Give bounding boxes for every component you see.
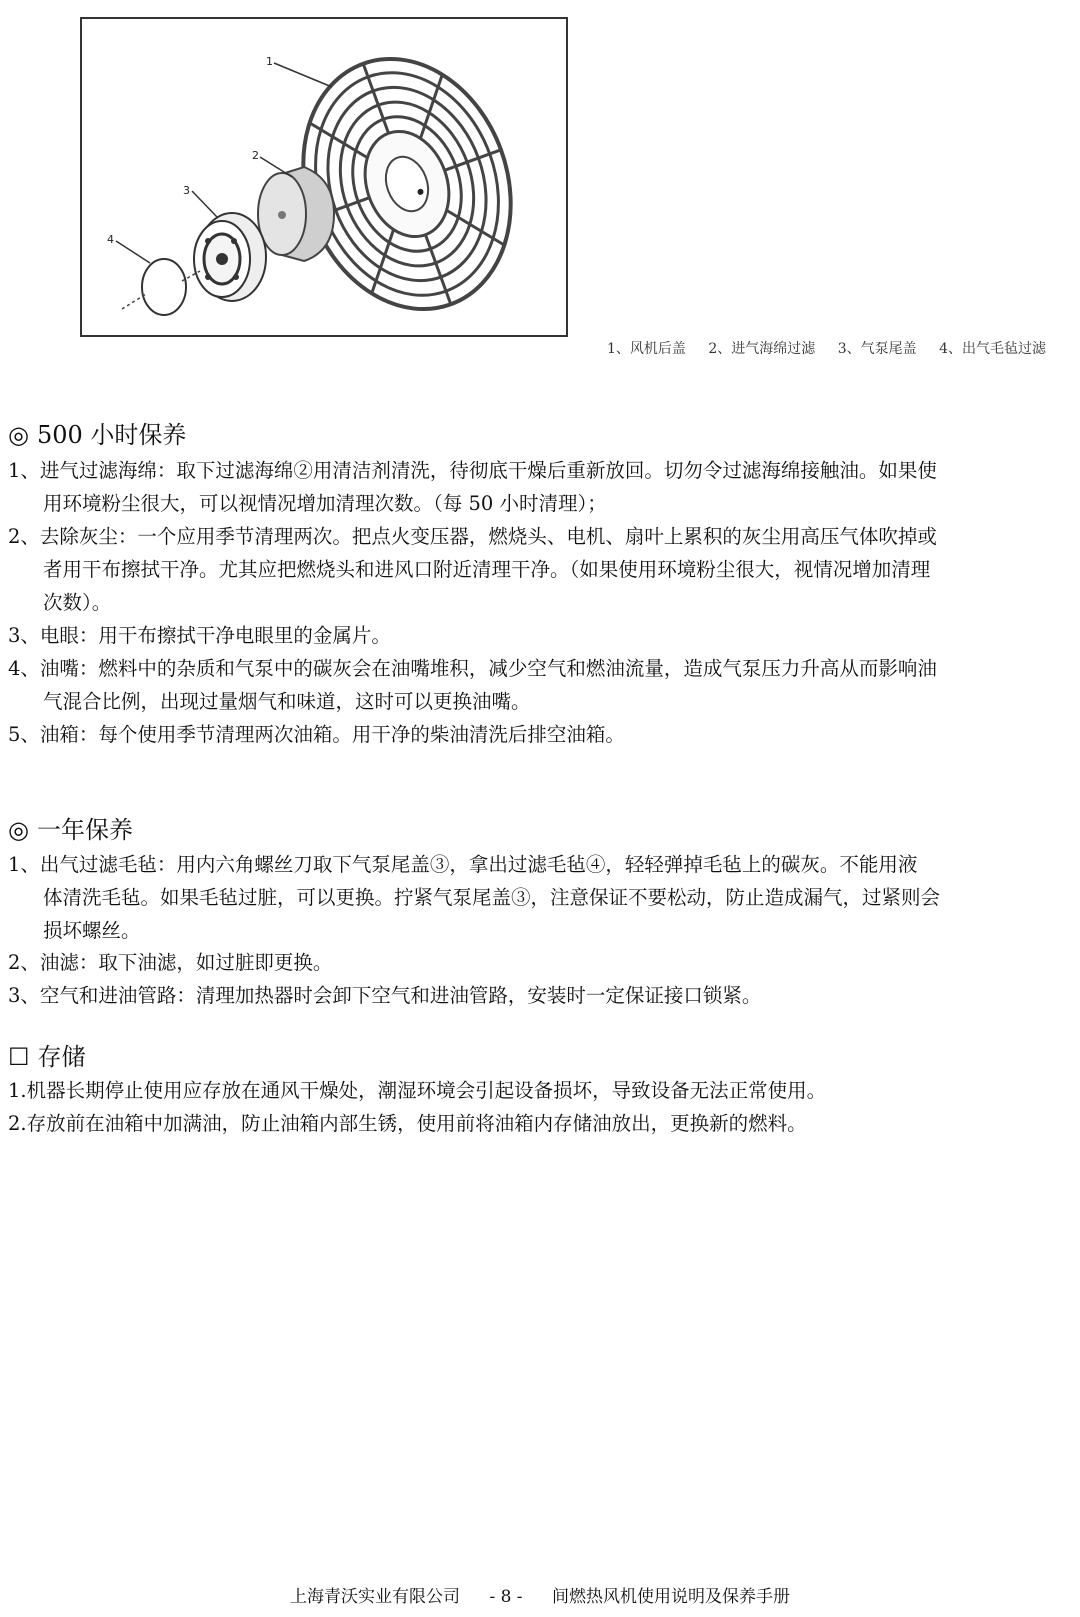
section-title-storage [8, 1042, 86, 1072]
section-title-text: 存储 [37, 1043, 86, 1071]
list-item [8, 848, 1076, 947]
list-item [8, 946, 1076, 979]
item-text: 油滤：取下油滤，如过脏即更换。 [39, 951, 333, 974]
list-item [8, 1074, 1076, 1107]
section-mark: ◎ [8, 816, 29, 844]
part-label-3: 3 [183, 184, 190, 197]
section-mark: ☐ [8, 1043, 30, 1071]
list-item [8, 718, 1076, 751]
section-title-500h [8, 420, 186, 450]
item-text: 者用干布擦拭干净。尤其应把燃烧头和进风口附近清理干净。（如果使用环境粉尘很大，视情况增加清理 [43, 558, 931, 581]
item-text: 存放前在油箱中加满油，防止油箱内部生锈，使用前将油箱内存储油放出，更换新的燃料。 [26, 1112, 807, 1135]
caption-item: 2、进气海绵过滤 [708, 341, 816, 357]
part-label-1: 1 [266, 55, 273, 68]
caption-item: 3、气泵尾盖 [837, 341, 917, 357]
item-text: 空气和进油管路：清理加热器时会卸下空气和进油管路，安装时一定保证接口锁紧。 [39, 984, 762, 1007]
exploded-diagram [80, 17, 568, 337]
footer-company: 上海青沃实业有限公司 [290, 1587, 461, 1607]
list-item [8, 520, 1076, 619]
page-number: - 8 - [489, 1587, 523, 1607]
caption-item: 1、风机后盖 [606, 341, 686, 357]
inlet-sponge-filter [258, 167, 334, 261]
part-label-4: 4 [107, 233, 114, 246]
item-text: 损坏螺丝。 [43, 919, 141, 942]
item-text: 进气过滤海绵：取下过滤海绵②用清洁剂清洗，待彻底干燥后重新放回。切勿令过滤海绵接触油。如果使 [39, 459, 937, 482]
part-label-2: 2 [252, 149, 259, 162]
item-number: 2. [8, 1112, 27, 1135]
caption-item: 4、出气毛毡过滤 [939, 341, 1046, 357]
list-item [8, 979, 1076, 1012]
section-title-text: 一年保养 [36, 816, 133, 844]
list-item [8, 454, 1076, 520]
figure-caption [0, 338, 1046, 358]
section-mark: ◎ [8, 421, 29, 449]
item-number: 5、 [8, 723, 40, 746]
section-title-1y [8, 815, 133, 845]
item-number: 2、 [8, 951, 40, 974]
item-text: 出气过滤毛毡：用内六角螺丝刀取下气泵尾盖③，拿出过滤毛毡④，轻轻弹掉毛毡上的碳灰。不能用液 [39, 853, 918, 876]
page-footer [0, 1582, 1080, 1607]
item-text: 去除灰尘：一个应用季节清理两次。把点火变压器，燃烧头、电机、扇叶上累积的灰尘用高压气体吹掉或 [39, 525, 937, 548]
item-text: 油嘴：燃料中的杂质和气泵中的碳灰会在油嘴堆积，减少空气和燃油流量，造成气泵压力升高从而影响油 [39, 657, 937, 680]
item-text: 用环境粉尘很大，可以视情况增加清理次数。（每 50 小时清理）； [43, 492, 607, 515]
item-number: 1、 [8, 459, 40, 482]
list-item [8, 652, 1076, 718]
item-text: 气混合比例，出现过量烟气和味道，这时可以更换油嘴。 [43, 690, 531, 713]
pump-rear-cover [194, 213, 266, 301]
section-title-text: 500 小时保养 [36, 421, 187, 449]
item-text: 电眼：用干布擦拭干净电眼里的金属片。 [39, 624, 391, 647]
list-item [8, 1107, 1076, 1140]
item-number: 4、 [8, 657, 40, 680]
item-text: 次数）。 [43, 591, 112, 614]
item-number: 3、 [8, 984, 40, 1007]
item-text: 机器长期停止使用应存放在通风干燥处，潮湿环境会引起设备损坏，导致设备无法正常使用。 [26, 1079, 827, 1102]
footer-doc-title: 间燃热风机使用说明及保养手册 [551, 1587, 790, 1607]
item-number: 3、 [8, 624, 40, 647]
item-text: 体清洗毛毡。如果毛毡过脏，可以更换。拧紧气泵尾盖③，注意保证不要松动，防止造成漏气，过紧则会 [43, 886, 941, 909]
item-number: 1. [8, 1079, 27, 1102]
diagram-drawing [82, 19, 566, 335]
outlet-felt-filter [122, 259, 200, 315]
item-text: 油箱：每个使用季节清理两次油箱。用干净的柴油清洗后排空油箱。 [39, 723, 625, 746]
item-number: 2、 [8, 525, 40, 548]
item-number: 1、 [8, 853, 40, 876]
list-item [8, 619, 1076, 652]
